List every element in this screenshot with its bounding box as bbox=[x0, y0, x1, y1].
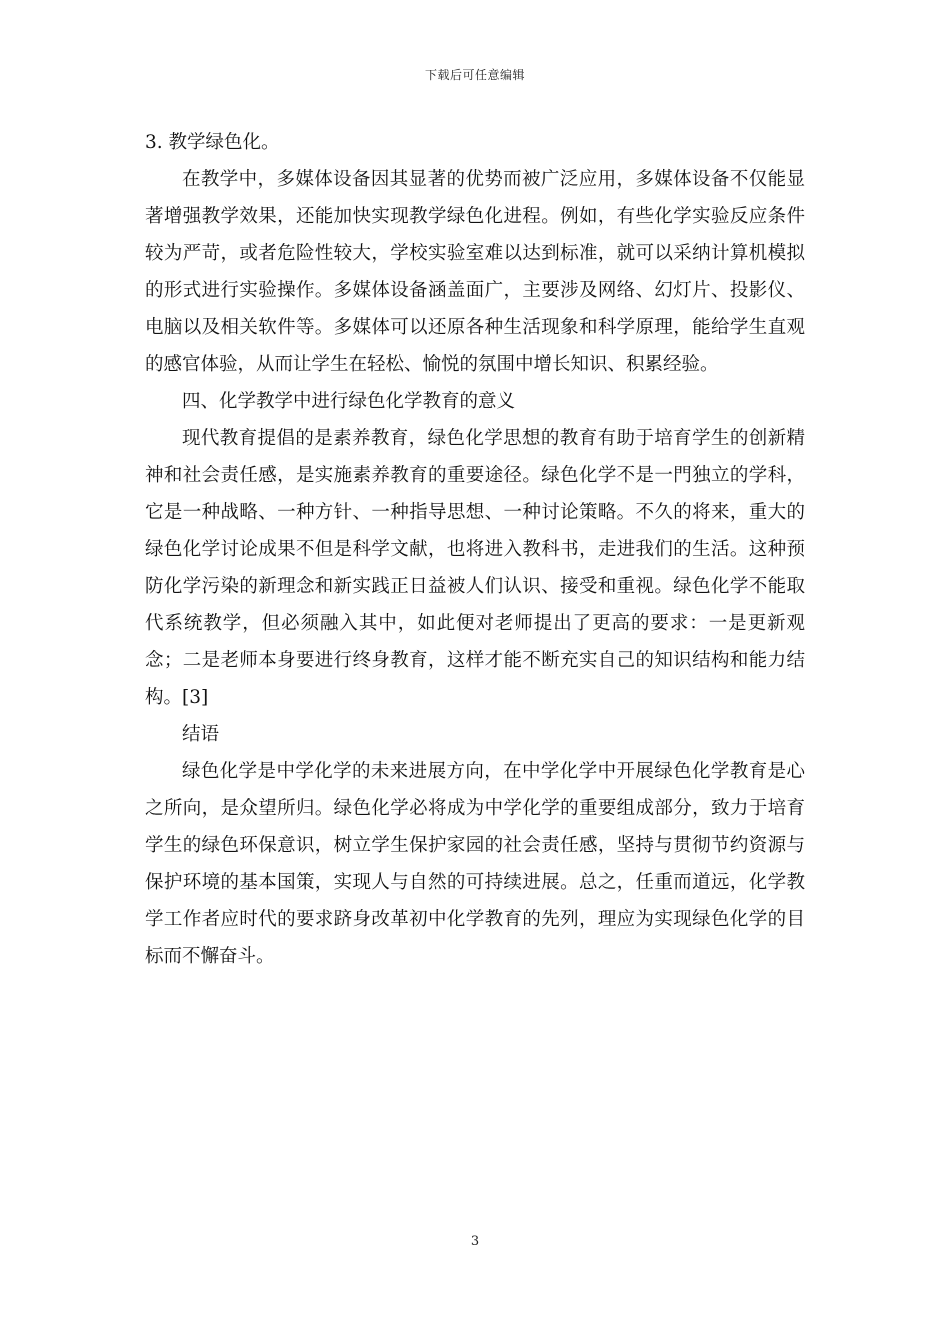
section-3-paragraph: 在教学中，多媒体设备因其显著的优势而被广泛应用，多媒体设备不仅能显著增强教学效果，还能加快实现教学绿色化进程。例如，有些化学实验反应条件较为严苛，或者危险性较大，学校实验室难以达到标准，就可以采纳计算机模拟的形式进行实验操作。多媒体设备涵盖面广，主要涉及网络、幻灯片、投影仪、电脑以及相关软件等。多媒体可以还原各种生活现象和科学原理，能给学生直观的感官体验，从而让学生在轻松、愉悦的氛围中增长知识、积累经验。 bbox=[145, 169, 805, 375]
document-body bbox=[145, 124, 805, 975]
page-number: 3 bbox=[470, 1234, 480, 1249]
page-header: 下载后可任意编辑 bbox=[424, 68, 525, 82]
section-4-paragraph: 现代教育提倡的是素养教育，绿色化学思想的教育有助于培育学生的创新精神和社会责任感，是实施素养教育的重要途径。绿色化学不是一門独立的学科，它是一种战略、一种方针、一种指导思想、一种讨论策略。不久的将来，重大的绿色化学讨论成果不但是科学文献，也将进入教科书，走进我们的生活。这种预防化学污染的新理念和新实践正日益被人们认识、接受和重视。绿色化学不能取代系统教学，但必须融入其中，如此便对老师提出了更高的要求：一是更新观念；二是老师本身要进行终身教育，这样才能不断充实自己的知识结构和能力结构。[3] bbox=[145, 428, 805, 708]
conclusion-paragraph: 绿色化学是中学化学的未来进展方向，在中学化学中开展绿色化学教育是心之所向，是众望所归。绿色化学必将成为中学化学的重要组成部分，致力于培育学生的绿色环保意识，树立学生保护家园的社会责任感，坚持与贯彻节约资源与保护环境的基本国策，实现人与自然的可持续进展。总之，任重而道远，化学教学工作者应时代的要求跻身改革初中化学教育的先列，理应为实现绿色化学的目标而不懈奋斗。 bbox=[145, 761, 805, 967]
section-3-heading: 3. 教学绿色化。 bbox=[145, 132, 280, 153]
conclusion-heading: 结语 bbox=[182, 724, 220, 745]
section-4-heading: 四、化学教学中进行绿色化学教育的意义 bbox=[182, 391, 516, 412]
